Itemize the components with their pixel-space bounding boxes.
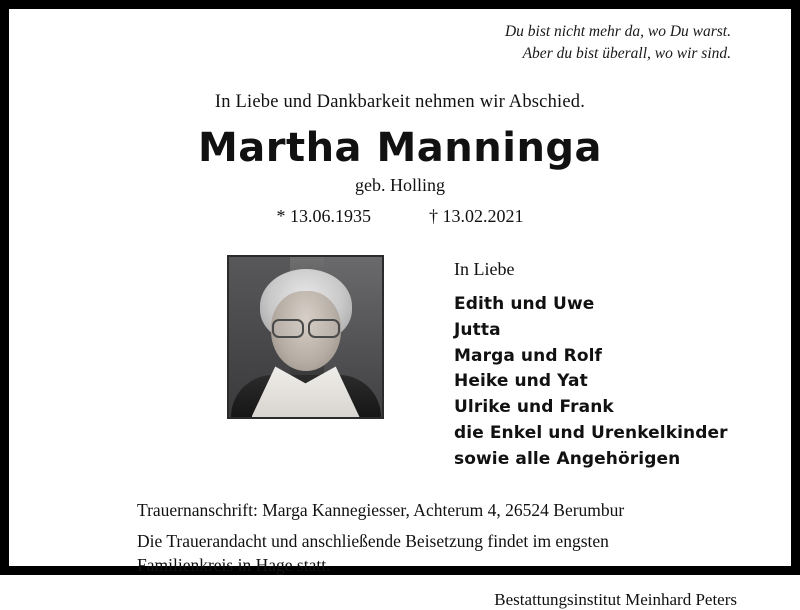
list-item: Ulrike und Frank — [454, 397, 614, 418]
family-member-list — [454, 292, 728, 473]
photo-and-family — [27, 255, 773, 473]
family-block — [454, 255, 728, 473]
deceased-dates — [27, 206, 773, 227]
funeral-notice-line-1: Die Trauerandacht und anschließende Beisetzung findet im engsten — [137, 531, 609, 552]
family-heading: In Liebe — [454, 258, 515, 279]
list-item: sowie alle Angehörigen — [454, 448, 681, 469]
birth-date: * 13.06.1935 — [276, 205, 371, 226]
list-item: Edith und Uwe — [454, 293, 595, 314]
motto-line-1: Du bist nicht mehr da, wo Du warst. — [504, 23, 731, 40]
motto-block — [27, 21, 731, 66]
photo-frame — [227, 255, 382, 419]
list-item: Heike und Yat — [454, 371, 588, 392]
glasses-icon — [270, 319, 342, 335]
list-item: Jutta — [454, 319, 501, 340]
footer-block — [27, 499, 773, 610]
list-item: die Enkel und Urenkelkinder — [454, 423, 728, 444]
funeral-institute: Bestattungsinstitut Meinhard Peters — [494, 589, 737, 609]
portrait-photo — [227, 255, 384, 419]
deceased-maiden-name: geb. Holling — [355, 174, 445, 195]
obituary-inner — [9, 9, 791, 609]
death-date: † 13.02.2021 — [429, 205, 524, 226]
list-item: Marga und Rolf — [454, 345, 603, 366]
funeral-notice-line-2: Familienkreis in Hage statt. — [137, 554, 331, 575]
intro-text: In Liebe und Dankbarkeit nehmen wir Abschied. — [214, 91, 586, 112]
deceased-name: Martha Manninga — [197, 124, 603, 171]
motto-line-2: Aber du bist überall, wo wir sind. — [522, 45, 731, 63]
mourning-address: Trauernanschrift: Marga Kannegiesser, Achterum 4, 26524 Berumbur — [137, 499, 625, 520]
